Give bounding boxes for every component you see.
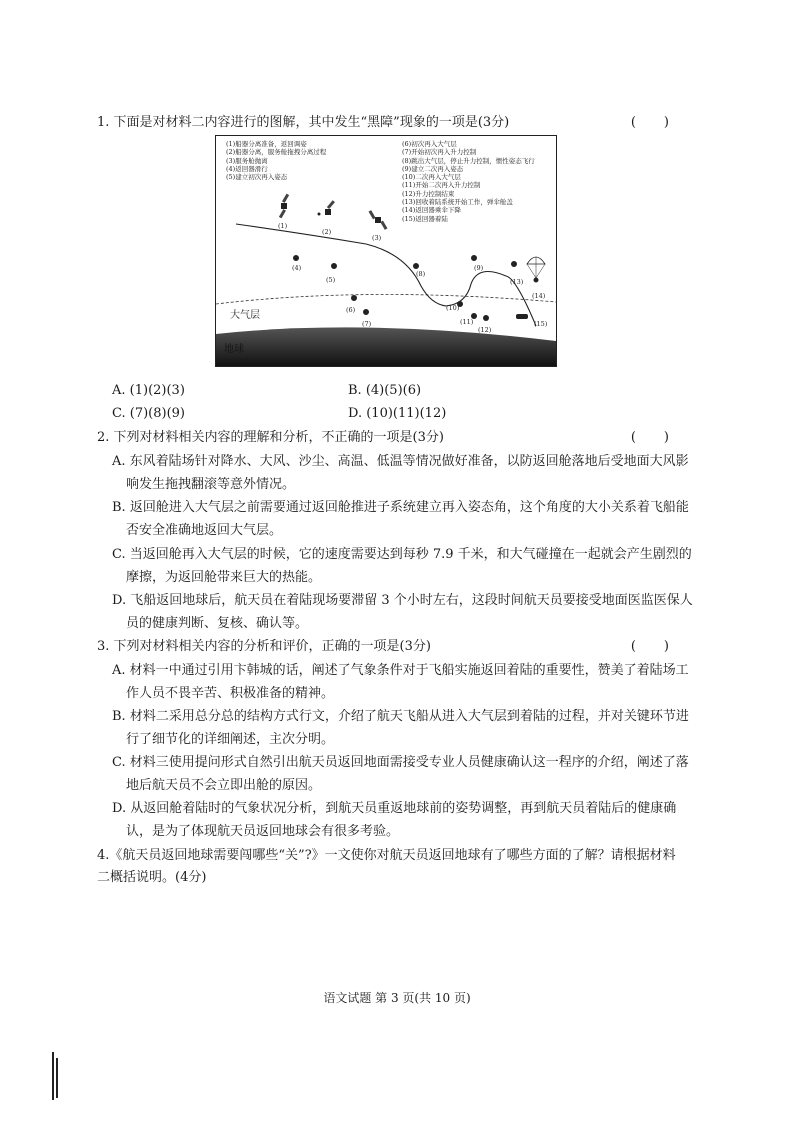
point-label: (13) <box>510 278 524 286</box>
answer-bracket-3: () <box>630 639 697 654</box>
question-3-stem: 3. 下列对材料相关内容的分析和评价，正确的一项是(3分) <box>97 639 431 654</box>
point-label: (5) <box>326 276 336 284</box>
legend-item: (11)开始二次再入升力控制 <box>402 181 481 190</box>
point-label: (12) <box>478 326 492 334</box>
answer-bracket-2: () <box>630 430 697 445</box>
point-label: (3) <box>372 234 382 242</box>
question-4 <box>97 845 682 889</box>
q1-option-b: B. (4)(5)(6) <box>348 383 422 398</box>
reentry-diagram <box>215 135 557 367</box>
atmosphere-label: 大气层 <box>230 310 260 321</box>
satellite-3 <box>369 210 388 230</box>
q2-option-d: D. 飞船返回地球后，航天员在着陆现场要滞留 3 个小时左右，这段时间航天员要接受地面医监医保人员的健康判断、复核、确认等。 <box>112 593 693 631</box>
point-label: (10) <box>446 304 460 312</box>
legend-item: (3)服务舱抛离 <box>226 156 268 165</box>
q3-option-d: D. 从返回舱着陆时的气象状况分析，到航天员重返地球前的姿势调整，再到航天员着陆后的健康确认，是为了体现航天员返回地球会有很多考验。 <box>112 801 677 839</box>
question-2 <box>97 427 697 448</box>
legend-item: (8)跳出大气层，停止升力控制，惯性姿态飞行 <box>402 156 535 165</box>
point-label: (8) <box>416 270 426 278</box>
atmosphere-boundary <box>216 294 556 304</box>
legend-item: (5)建立初次再入姿态 <box>226 173 288 182</box>
legend-item: (15)返回器着陆 <box>402 214 448 223</box>
point-label: (6) <box>346 306 356 314</box>
q2-option-c: C. 当返回舱再入大气层的时候，它的速度需要达到每秒 7.9 千米，和大气碰撞在一起就会产生剧烈的摩擦，为返回舱带来巨大的热能。 <box>112 547 692 585</box>
question-3 <box>97 636 697 657</box>
q1-option-d: D. (10)(11)(12) <box>348 406 447 421</box>
point-label: (1) <box>278 222 288 230</box>
earth-surface <box>216 327 556 366</box>
binding-line <box>52 1052 54 1100</box>
point-label: (4) <box>292 264 302 272</box>
trajectory-path <box>236 224 536 326</box>
legend-item: (6)初次再入大气层 <box>402 140 457 148</box>
q3-option-c: C. 材料三使用提问形式自然引出航天员返回地面需接受专业人员健康确认这一程序的介绍，阐述了落地后航天员不会立即出舱的原因。 <box>112 755 689 793</box>
legend-item: (1)船器分离准备，返回调姿 <box>226 140 307 148</box>
capsules <box>293 255 528 321</box>
legend-item: (7)开始初次再入升力控制 <box>402 148 477 157</box>
legend-item: (2)船器分离，服务舱拖拽分离过程 <box>226 148 327 157</box>
question-4-stem: 4.《航天员返回地球需要闯哪些“关”?》一文使你对航天员返回地球有了哪些方面的了解？请根据材料二概括说明。(4分) <box>97 848 676 885</box>
q1-option-c: C. (7)(8)(9) <box>112 406 185 421</box>
legend-item: (10)二次再入大气层 <box>402 173 461 182</box>
point-label: (15) <box>534 320 548 328</box>
question-1 <box>97 112 697 133</box>
satellite-1 <box>279 194 289 219</box>
legend-item: (14)返回器乘伞下降 <box>402 206 461 215</box>
q2-option-a: A. 东风着陆场针对降水、大风、沙尘、高温、低温等情况做好准备，以防返回舱落地后受地面大风影响发生拖拽翻滚等意外情况。 <box>112 454 689 492</box>
point-label: (7) <box>362 320 372 328</box>
legend-item: (4)返回器滑行 <box>226 164 268 173</box>
q2-option-b: B. 返回舱进入大气层之前需要通过返回舱推进子系统建立再入姿态角，这个角度的大小关系着飞船能否安全准确地返回大气层。 <box>112 500 689 538</box>
earth-label: 地球 <box>224 344 244 355</box>
legend-item: (13)回收着陆系统开始工作，弹伞舱盖 <box>402 198 513 207</box>
point-label: (11) <box>460 318 474 326</box>
q1-option-a: A. (1)(2)(3) <box>112 383 185 398</box>
point-label: (2) <box>322 228 332 236</box>
question-1-stem: 1. 下面是对材料二内容进行的图解，其中发生“黑障”现象的一项是(3分) <box>97 115 510 130</box>
legend-right <box>402 140 535 223</box>
legend-item: (9)建立二次再入姿态 <box>402 164 464 173</box>
point-label: (9) <box>474 264 484 272</box>
q3-option-a: A. 材料一中通过引用卞韩城的话，阐述了气象条件对于飞船实施返回着陆的重要性，赞美了着陆场工作人员不畏辛苦、积极准备的精神。 <box>112 663 689 701</box>
satellite-2 <box>318 200 335 215</box>
question-2-stem: 2. 下列对材料相关内容的理解和分析，不正确的一项是(3分) <box>97 430 444 445</box>
parachute <box>527 257 545 283</box>
legend-item: (12)升力控制结束 <box>402 189 455 198</box>
point-label: (14) <box>532 292 546 300</box>
answer-bracket-1: () <box>630 115 697 130</box>
legend-left <box>226 140 326 181</box>
q3-option-b: B. 材料二采用总分总的结构方式行文，介绍了航天飞船从进入大气层到着陆的过程，并对关键环节进行了细节化的详细阐述，主次分明。 <box>112 709 689 747</box>
binding-line <box>56 1058 58 1098</box>
page-footer: 语文试题 第 3 页(共 10 页) <box>323 991 471 1005</box>
